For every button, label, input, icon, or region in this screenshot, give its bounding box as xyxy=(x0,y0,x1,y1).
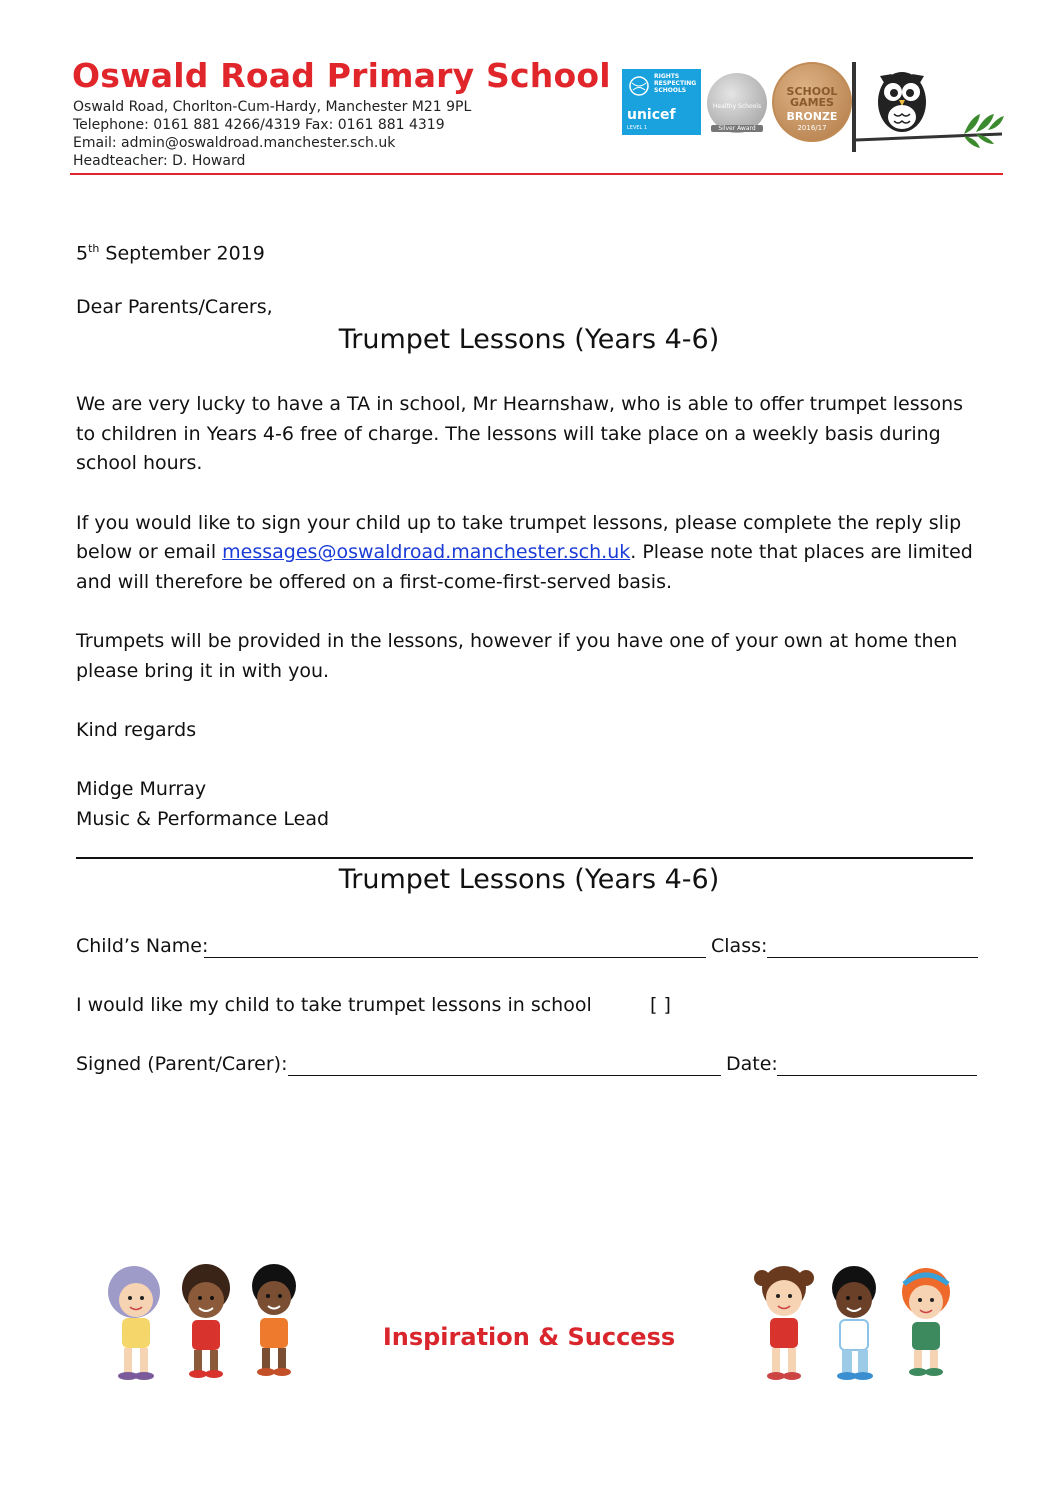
child-name-label: Child’s Name: xyxy=(76,935,209,957)
healthy-schools-text: Healthy Schools xyxy=(712,103,762,110)
child-name-field[interactable] xyxy=(204,957,706,958)
healthy-schools-award: Silver Award xyxy=(711,125,763,132)
school-games-level: BRONZE xyxy=(786,110,838,123)
class-label: Class: xyxy=(711,935,768,957)
paragraph-3-line-1: Trumpets will be provided in the lessons, however if you have one of your own at home then xyxy=(76,630,958,652)
letter-date: 5th September 2019 xyxy=(76,242,265,265)
closing: Kind regards xyxy=(76,719,197,741)
reply-slip-divider xyxy=(76,857,973,859)
signer-name: Midge Murray xyxy=(76,778,207,800)
paragraph-1-line-3: school hours. xyxy=(76,452,203,474)
paragraph-3-line-2: please bring it in with you. xyxy=(76,660,330,682)
class-field[interactable] xyxy=(767,957,978,958)
children-illustration-right xyxy=(748,1262,964,1388)
header-divider xyxy=(70,173,1003,175)
healthy-schools-logo xyxy=(707,73,767,133)
greeting: Dear Parents/Carers, xyxy=(76,296,273,318)
date-field[interactable] xyxy=(777,1075,977,1076)
school-games-logo xyxy=(772,62,852,142)
signature-field[interactable] xyxy=(288,1075,721,1076)
unicef-rights-respecting-logo xyxy=(622,69,701,135)
unicef-brand: unicef xyxy=(627,107,676,123)
paragraph-2-line-1: If you would like to sign your child up to take trumpet lessons, please complete the reply slip xyxy=(76,512,962,534)
reply-slip-title: Trumpet Lessons (Years 4-6) xyxy=(338,864,720,895)
unicef-level: LEVEL 1 xyxy=(627,125,648,131)
school-games-year: 2016/17 xyxy=(797,124,827,132)
signer-role: Music & Performance Lead xyxy=(76,808,330,830)
school-address: Oswald Road, Chorlton-Cum-Hardy, Manchester M21 9PL xyxy=(73,99,472,115)
school-telephone: Telephone: 0161 881 4266/4319 Fax: 0161 881 4319 xyxy=(73,117,445,133)
headteacher: Headteacher: D. Howard xyxy=(73,153,246,169)
messages-email-link[interactable]: messages@oswaldroad.manchester.sch.uk xyxy=(222,541,631,563)
paragraph-1-line-2: to children in Years 4-6 free of charge. The lessons will take place on a weekly basis during xyxy=(76,423,941,445)
paragraph-2-line-3: and will therefore be offered on a first-come-first-served basis. xyxy=(76,571,673,593)
school-tagline: Inspiration & Success xyxy=(382,1323,676,1351)
signed-label: Signed (Parent/Carer): xyxy=(76,1053,288,1075)
paragraph-1-line-1: We are very lucky to have a TA in school, Mr Hearnshaw, who is able to offer trumpet lessons xyxy=(76,393,964,415)
consent-checkbox[interactable]: [ ] xyxy=(650,994,671,1016)
paragraph-2-line-2: below or email messages@oswaldroad.manchester.sch.uk. Please note that places are limited xyxy=(76,541,973,563)
owl-on-branch-icon xyxy=(852,62,1007,154)
school-name: Oswald Road Primary School xyxy=(72,56,611,95)
unicef-top-text: RIGHTS RESPECTING SCHOOLS xyxy=(654,73,697,94)
consent-text: I would like my child to take trumpet lessons in school xyxy=(76,994,592,1016)
date-label: Date: xyxy=(726,1053,778,1075)
school-email: Email: admin@oswaldroad.manchester.sch.uk xyxy=(73,135,396,151)
globe-icon xyxy=(628,75,650,97)
letter-title: Trumpet Lessons (Years 4-6) xyxy=(338,324,720,355)
school-games-text: SCHOOL GAMES xyxy=(786,85,838,109)
